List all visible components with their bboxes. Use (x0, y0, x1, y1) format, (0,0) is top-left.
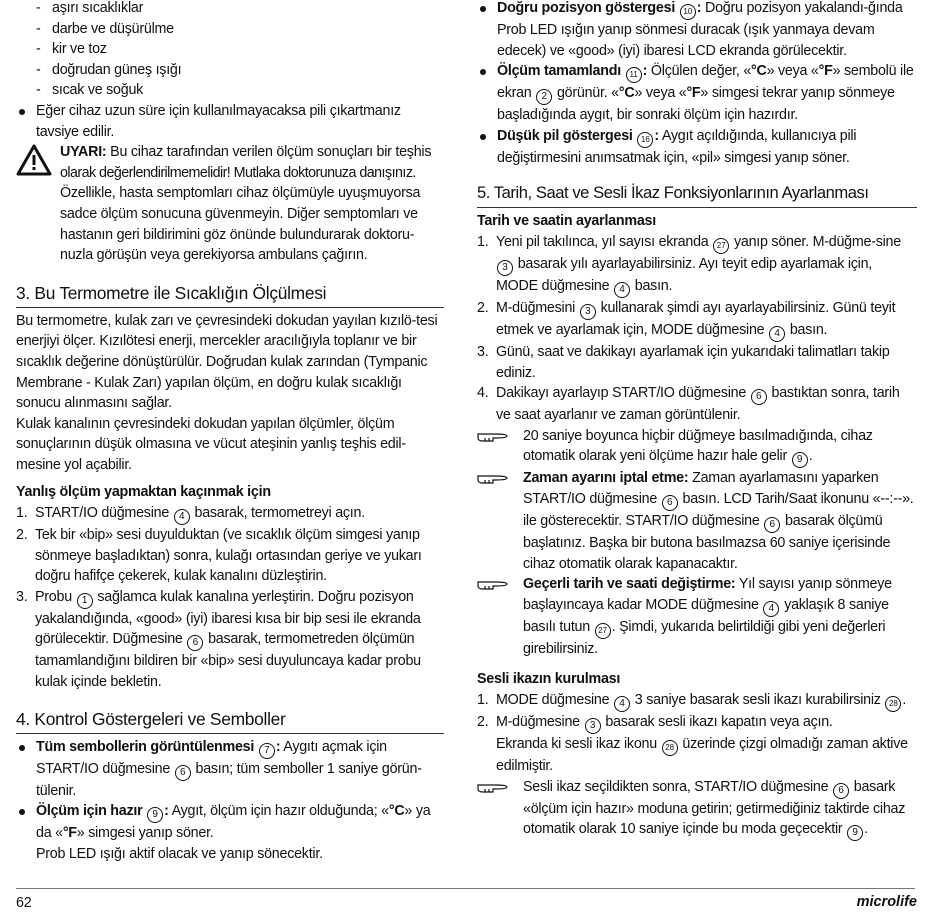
warning-text: hastanın geri bildirimini göz önünde bulundurarak doktoru- (60, 226, 415, 243)
numbered-step: 4. Dakikayı ayarlayıp START/IO düğmesine 6 bastıktan sonra, tarih ve saat ayarlanır ve zaman görüntülenir. (477, 385, 900, 424)
callout-number: 4 (614, 696, 630, 712)
callout-number: 4 (769, 326, 785, 342)
pointing-hand-icon (477, 577, 509, 591)
warning-text: olarak değerlendirilmemelidir! Mutlaka doktorunuza danışınız. (60, 164, 416, 181)
warning-text: Özellikle, hasta semptomları cihaz ölçümüyle uyuşmuyorsa (60, 185, 421, 202)
list-item: - doğrudan güneş ışığı (16, 60, 444, 81)
bullet-item: Doğru pozisyon göstergesi 10 : Doğru pozisyon yakalandı-ğında Prob LED ışığın yanıp sönmesi duracak (ışık yanmaya devam edecek) ve «good» (iyi) ibaresi LCD ekranda görülecektir. (477, 0, 917, 61)
warning-text: nuzla görüşün veya gerekiyorsa ambulans çağırın. (60, 247, 368, 264)
callout-number: 6 (187, 635, 203, 651)
bullet-item: Ölçüm için hazır 9 : Aygıt, ölçüm için hazır olduğunda; «°C» ya da «°F» simgesi yanıp söner. (16, 801, 444, 844)
callout-number: 27 (595, 623, 611, 639)
bullet-item: Tüm sembollerin görüntülenmesi 7 : Aygıtı açmak için START/IO düğmesine 6 basın; tüm semboller 1 saniye görün-tülenir. (16, 737, 444, 802)
bullet-continuation: Prob LED ışığı aktif olacak ve yanıp sönecektir. (36, 845, 323, 862)
callout-number: 27 (713, 238, 729, 254)
list-item: - kir ve toz (16, 39, 444, 60)
subheading-date-time: Tarih ve saatin ayarlanması (477, 213, 656, 230)
pointing-hand-icon (477, 780, 509, 794)
page-number: 62 (16, 895, 32, 911)
note-item: 20 saniye boyunca hiçbir düğmeye basılmadığında, cihaz otomatik olarak yeni ölçüme hazır hale gelir 9 . (477, 426, 917, 469)
subheading-wrong-measurement: Yanlış ölçüm yapmaktan kaçınmak için (16, 484, 271, 501)
callout-number: 6 (833, 783, 849, 799)
callout-number: 16 (637, 132, 653, 148)
numbered-step: 2. M-düğmesine 3 basarak sesli ikazı kapatın veya açın. Ekranda ki sesli ikaz ikonu 28 üzerinde çizgi olmadığı zaman aktive edilmiştir. (477, 713, 908, 774)
callout-number: 2 (536, 89, 552, 105)
callout-number: 6 (175, 765, 191, 781)
section-3-paragraph: Kulak kanalının çevresindeki dokudan yapılan ölçümler, ölçüm sonuçlarının düşük olmasına ve vücut ateşinin yanlış teşhis edil-mesine yol açabilir. (16, 415, 406, 473)
callout-number: 4 (763, 601, 779, 617)
list-item: - aşırı sıcaklıklar (16, 0, 444, 19)
callout-number: 4 (614, 282, 630, 298)
callout-number: 10 (680, 4, 696, 20)
callout-number: 6 (764, 517, 780, 533)
note-item: Zaman ayarını iptal etme: Zaman ayarlamasını yaparken START/IO düğmesine 6 basın. LCD Tarih/Saat ikonunu «--:--». ile gösterecektir. START/IO düğmesine 6 basarak ölçümü başlatınız. Başka bir butona basılmazsa 60 saniye içerisinde cihaz otomatik olarak kapanacaktır. (477, 468, 917, 574)
note-item: Sesli ikaz seçildikten sonra, START/IO düğmesine 6 basark «ölçüm için hazır» moduna getirin; getirmediğiniz taktirde cihaz otomatik olarak 10 saniye içinde bu moda geçecektir 9 . (477, 777, 917, 842)
numbered-step: 3. Probu 1 sağlamca kulak kanalına yerleştirin. Doğru pozisyon yakalandığında, «good» (iyi) ibaresi kısa bir bip sesi ile ekranda görülecektir. Düğmesine 6 basarak, termometreden ölçümün tamamlandığını bildiren bir «bip» sesi duyuluncaya kadar probu kulak içinde bekletin. (16, 588, 421, 691)
list-item: - sıcak ve soğuk (16, 80, 444, 101)
pointing-hand-icon (477, 429, 509, 443)
list-item: - darbe ve düşürülme (16, 19, 444, 40)
warning-triangle-icon (16, 144, 52, 176)
warning-text: Bu cihaz tarafından verilen ölçüm sonuçları bir teşhis (110, 144, 432, 161)
bullet-item: Ölçüm tamamlandı 11 : Ölçülen değer, «°C» veya «°F» sembolü ile ekran 2 görünür. «°C» veya «°F» simgesi tekrar yanıp sönmeye başladığında aygıt, bir sonraki ölçüm için hazırdır. (477, 61, 917, 126)
numbered-step: 1. Yeni pil takılınca, yıl sayısı ekranda 27 yanıp söner. M-düğme-sine 3 basarak yılı ayarlayabilirsiniz. Ayı teyit edip ayarlamak için, MODE düğmesine 4 basın. (477, 232, 917, 298)
bullet-item: Düşük pil göstergesi 16 : Aygıt açıldığında, kullanıcıya pili değiştirmesini anımsatmak için, «pil» simgesi yanıp söner. (477, 126, 917, 169)
left-column (16, 0, 444, 864)
callout-number: 28 (662, 740, 678, 756)
numbered-step: 3. Günü, saat ve dakikayı ayarlamak için yukarıdaki talimatları takip ediniz. (477, 343, 890, 381)
bullet-battery: Eğer cihaz uzun süre için kullanılmayacaksa pili çıkartmanız tavsiye edilir. (16, 101, 444, 142)
callout-number: 9 (847, 825, 863, 841)
callout-number: 4 (174, 509, 190, 525)
subheading-sound-alarm: Sesli ikazın kurulması (477, 671, 621, 688)
footer-divider (16, 888, 915, 889)
callout-number: 3 (497, 260, 513, 276)
callout-number: 6 (751, 389, 767, 405)
callout-number: 11 (626, 67, 642, 83)
numbered-step: 2. Tek bir «bip» sesi duyulduktan (ve sıcaklık ölçüm simgesi yanıp sönmeye başladıktan) sonra, kulağı ortasından geriye ve yukarı doğru hafifçe çekerek, kulak kanalını düzleştirin. (16, 527, 422, 585)
section-3-paragraph: Bu termometre, kulak zarı ve çevresindeki dokudan yayılan kızılö-tesi enerjiyi ölçer. Kızılötesi enerji, mercekler aracılığıyla toplanır ve bir sıcaklık değerine dönüştürülür. Doğrudan kulak zarından (Tympanic Membrane - Kulak Zarı) yapılan ölçüm, en doğru kulak sıcaklığı sonucu alınmasını sağlar. (16, 312, 438, 412)
callout-number: 3 (585, 718, 601, 734)
callout-number: 9 (792, 452, 808, 468)
callout-number: 1 (77, 593, 93, 609)
warning-text: sadce ölçüm sonucuna güvenmeyin. Diğer semptomları ve (60, 205, 418, 222)
section-5-heading: 5. Tarih, Saat ve Sesli İkaz Fonksiyonlarının Ayarlanması (477, 182, 917, 208)
warning-block (16, 142, 444, 266)
numbered-step: 1. START/IO düğmesine 4 basarak, termometreyi açın. (16, 503, 444, 525)
note-item: Geçerli tarih ve saati değiştirme: Yıl sayısı yanıp sönmeye başlayıncaya kadar MODE düğmesine 4 yaklaşık 8 saniye basılı tutun 27 . Şimdi, yukarıda belirtildiği gibi yeni değerleri girebilirsiniz. (477, 574, 917, 659)
section-4-heading: 4. Kontrol Göstergeleri ve Semboller (16, 708, 444, 734)
numbered-step: 1. MODE düğmesine 4 3 saniye basarak sesli ikazı kurabilirsiniz 28 . (477, 690, 917, 712)
callout-number: 7 (259, 743, 275, 759)
right-column (477, 0, 917, 841)
brand-logo: microlife (856, 894, 917, 910)
warning-label: UYARI: (60, 144, 107, 161)
pointing-hand-icon (477, 471, 509, 485)
callout-number: 6 (662, 495, 678, 511)
callout-number: 3 (580, 304, 596, 320)
numbered-step: 2. M-düğmesini 3 kullanarak şimdi ayı ayarlayabilirsiniz. Günü teyit etmek ve ayarlamak için, MODE düğmesine 4 basın. (477, 298, 917, 342)
callout-number: 9 (147, 807, 163, 823)
callout-number: 28 (885, 696, 901, 712)
section-3-heading: 3. Bu Termometre ile Sıcaklığın Ölçülmesi (16, 282, 444, 308)
